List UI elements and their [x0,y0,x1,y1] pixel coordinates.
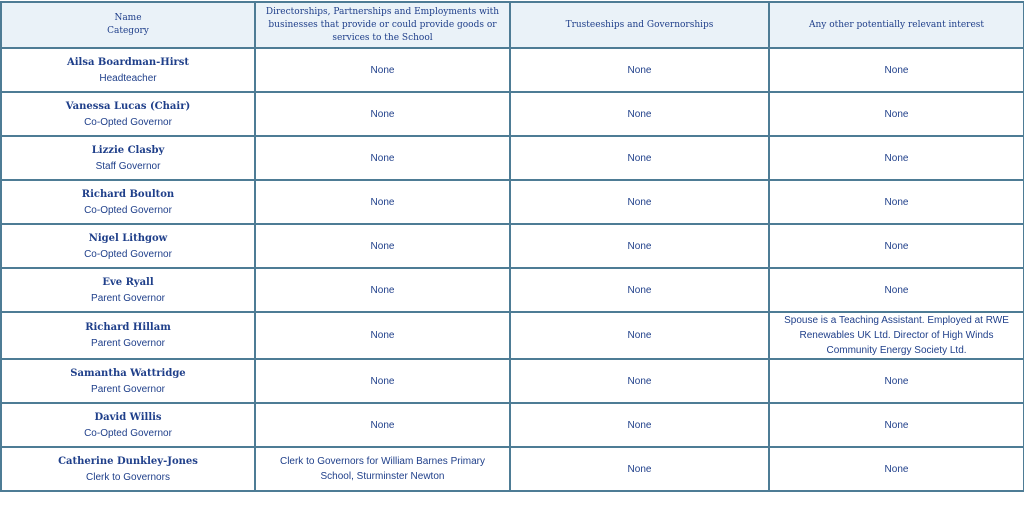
member-category: Co-Opted Governor [84,248,172,260]
member-cell [1,92,255,136]
member-cell [1,447,255,491]
member-name: Richard Boulton [81,188,175,200]
member-cell [1,403,255,447]
other-interest-cell: Spouse is a Teaching Assistant. Employed at RWE Renewables UK Ltd. Director of High Winds Community Energy Society Ltd. [769,312,1024,359]
header-category-label: Category [107,26,149,36]
member-name: David Willis [94,411,162,423]
trusteeships-cell: None [510,268,769,312]
header-directorships: Directorships, Partnerships and Employments with businesses that provide or could provide goods or services to the School [255,2,510,48]
member-category: Clerk to Governors [86,471,170,483]
member-name: Samantha Wattridge [70,367,186,379]
other-interest-cell: None [769,48,1024,92]
member-category: Co-Opted Governor [84,427,172,439]
table-row [1,312,1024,359]
member-cell [1,180,255,224]
table-row [1,268,1024,312]
other-interest-cell: None [769,92,1024,136]
directorships-cell: None [255,403,510,447]
member-category: Headteacher [99,72,157,84]
member-cell [1,268,255,312]
member-name: Nigel Lithgow [88,232,168,244]
trusteeships-cell: None [510,48,769,92]
other-interest-cell: None [769,224,1024,268]
table-row [1,92,1024,136]
other-interest-cell: None [769,359,1024,403]
directorships-cell: None [255,268,510,312]
header-name-category [1,2,255,48]
member-name: Catherine Dunkley-Jones [58,455,198,467]
member-category: Parent Governor [91,338,165,349]
table-body [1,48,1024,491]
trusteeships-cell: None [510,359,769,403]
member-name: Lizzie Clasby [91,144,165,156]
trusteeships-cell: None [510,403,769,447]
directorships-cell: None [255,180,510,224]
table-row [1,403,1024,447]
directorships-cell: None [255,312,510,359]
member-cell [1,48,255,92]
trusteeships-cell: None [510,180,769,224]
trusteeships-cell: None [510,92,769,136]
directorships-cell: None [255,48,510,92]
trusteeships-cell: None [510,136,769,180]
trusteeships-cell: None [510,312,769,359]
trusteeships-cell: None [510,447,769,491]
member-category: Co-Opted Governor [84,116,172,128]
member-name: Eve Ryall [102,276,154,288]
register-of-interests-table [0,1,1024,492]
table-row [1,224,1024,268]
directorships-cell: Clerk to Governors for William Barnes Primary School, Sturminster Newton [255,447,510,491]
member-cell [1,224,255,268]
member-name: Ailsa Boardman-Hirst [66,56,190,68]
member-category: Parent Governor [91,383,165,395]
other-interest-cell: None [769,180,1024,224]
directorships-cell: None [255,92,510,136]
member-category: Parent Governor [91,292,165,304]
header-row [1,2,1024,48]
header-trusteeships: Trusteeships and Governorships [510,2,769,48]
header-name-label: Name [114,13,142,23]
table-row [1,48,1024,92]
directorships-cell: None [255,359,510,403]
directorships-cell: None [255,224,510,268]
other-interest-cell: None [769,447,1024,491]
directorships-cell: None [255,136,510,180]
table-row [1,359,1024,403]
table-row [1,180,1024,224]
other-interest-cell: None [769,403,1024,447]
trusteeships-cell: None [510,224,769,268]
member-cell [1,359,255,403]
table-row [1,136,1024,180]
header-other-interest: Any other potentially relevant interest [769,2,1024,48]
other-interest-cell: None [769,268,1024,312]
member-name: Richard Hillam [85,322,171,333]
member-cell [1,312,255,359]
member-category: Staff Governor [95,160,161,172]
member-category: Co-Opted Governor [84,204,172,216]
member-name: Vanessa Lucas (Chair) [65,100,191,112]
member-cell [1,136,255,180]
table-row [1,447,1024,491]
other-interest-cell: None [769,136,1024,180]
